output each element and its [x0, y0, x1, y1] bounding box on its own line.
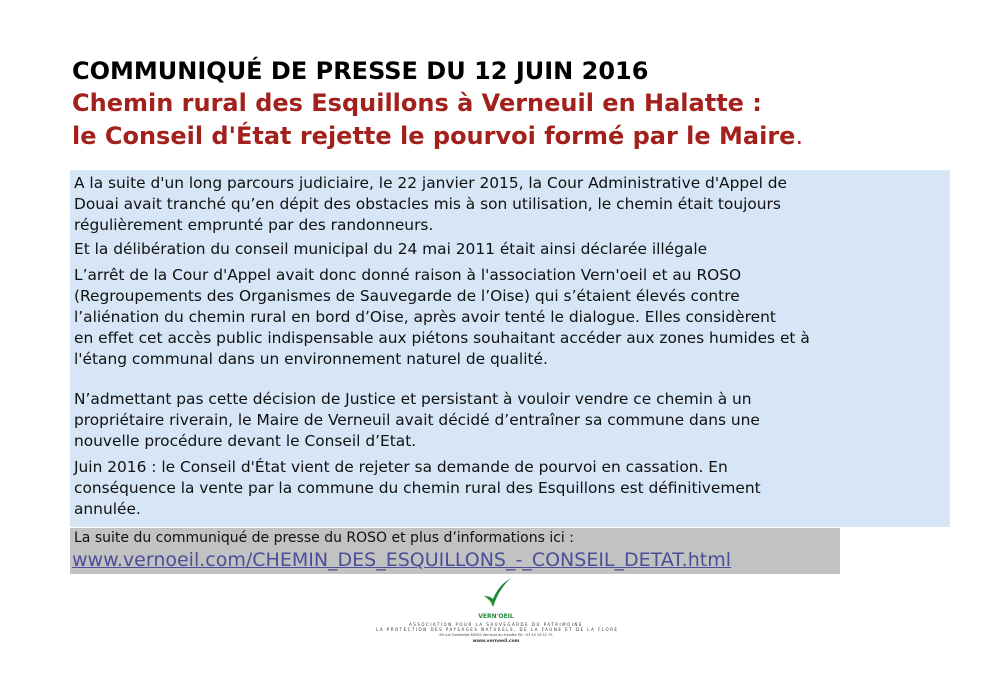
paragraph-5	[74, 457, 761, 520]
logo-name: VERN'OEIL	[478, 613, 514, 620]
subtitle-line-2	[72, 121, 803, 151]
paragraph-line: Juin 2016 : le Conseil d'État vient de rejeter sa demande de pourvoi en cassation. En	[74, 458, 728, 476]
subtitle-line-1	[72, 88, 762, 118]
paragraph-4	[74, 389, 760, 452]
vernoeil-logo	[376, 576, 619, 658]
paragraph-line: annulée.	[74, 500, 141, 518]
logo-tagline-2: LA PROTECTION DES PAYSAGES NATURELS, DE LA FAUNE ET DE LA FLORE	[376, 627, 619, 632]
more-info-link[interactable]: www.vernoeil.com/CHEMIN_DES_ESQUILLONS_-_CONSEIL_DETAT.html	[72, 549, 731, 571]
paragraph-line: l’aliénation du chemin rural en bord d’Oise, après avoir tenté le dialogue. Elles considèrent	[74, 308, 776, 326]
subtitle-line-1-text: Chemin rural des Esquillons à Verneuil en Halatte :	[72, 89, 762, 117]
paragraph-line: L’arrêt de la Cour d'Appel avait donc donné raison à l'association Vern'oeil et au ROSO	[74, 266, 742, 284]
paragraph-line: conséquence la vente par la commune du chemin rural des Esquillons est définitivement	[74, 479, 761, 497]
checkmark-leaf-icon	[480, 576, 514, 614]
logo-website: www.vernoeil.com	[472, 639, 520, 644]
logo-address: 60 rue Gambetta 60550 Verneuil-en-Halatte Tel : 03 44 24 51 75	[439, 633, 553, 637]
paragraph-line: l'étang communal dans un environnement naturel de qualité.	[74, 350, 548, 368]
paragraph-line: régulièrement emprunté par des randonneurs.	[74, 216, 434, 234]
page-title: COMMUNIQUÉ DE PRESSE DU 12 JUIN 2016	[72, 57, 649, 85]
paragraph-line: A la suite d'un long parcours judiciaire, le 22 janvier 2015, la Cour Administrative d'Appel de	[74, 174, 787, 192]
paragraph-line: propriétaire riverain, le Maire de Verneuil avait décidé d’entraîner sa commune dans une	[74, 411, 760, 429]
paragraph-1	[74, 173, 787, 236]
more-info-text: La suite du communiqué de presse du ROSO et plus d’informations ici :	[74, 530, 574, 546]
paragraph-line: nouvelle procédure devant le Conseil d’Etat.	[74, 432, 417, 450]
subtitle-period: .	[795, 122, 804, 150]
paragraph-3	[74, 265, 810, 370]
paragraph-line: Douai avait tranché qu’en dépit des obstacles mis à son utilisation, le chemin était toujours	[74, 195, 781, 213]
paragraph-line: Et la délibération du conseil municipal du 24 mai 2011 était ainsi déclarée illégale	[74, 240, 708, 258]
subtitle-line-2-text: le Conseil d'État rejette le pourvoi formé par le Maire	[72, 122, 796, 150]
paragraph-line: N’admettant pas cette décision de Justice et persistant à vouloir vendre ce chemin à un	[74, 390, 752, 408]
paragraph-line: (Regroupements des Organismes de Sauvegarde de l’Oise) qui s’étaient élevés contre	[74, 287, 740, 305]
logo-tagline-1: ASSOCIATION POUR LA SAUVEGARDE DU PATRIMOINE	[409, 622, 583, 627]
paragraph-2	[74, 239, 707, 260]
paragraph-line: en effet cet accès public indispensable aux piétons souhaitant accéder aux zones humides et à	[74, 329, 810, 347]
